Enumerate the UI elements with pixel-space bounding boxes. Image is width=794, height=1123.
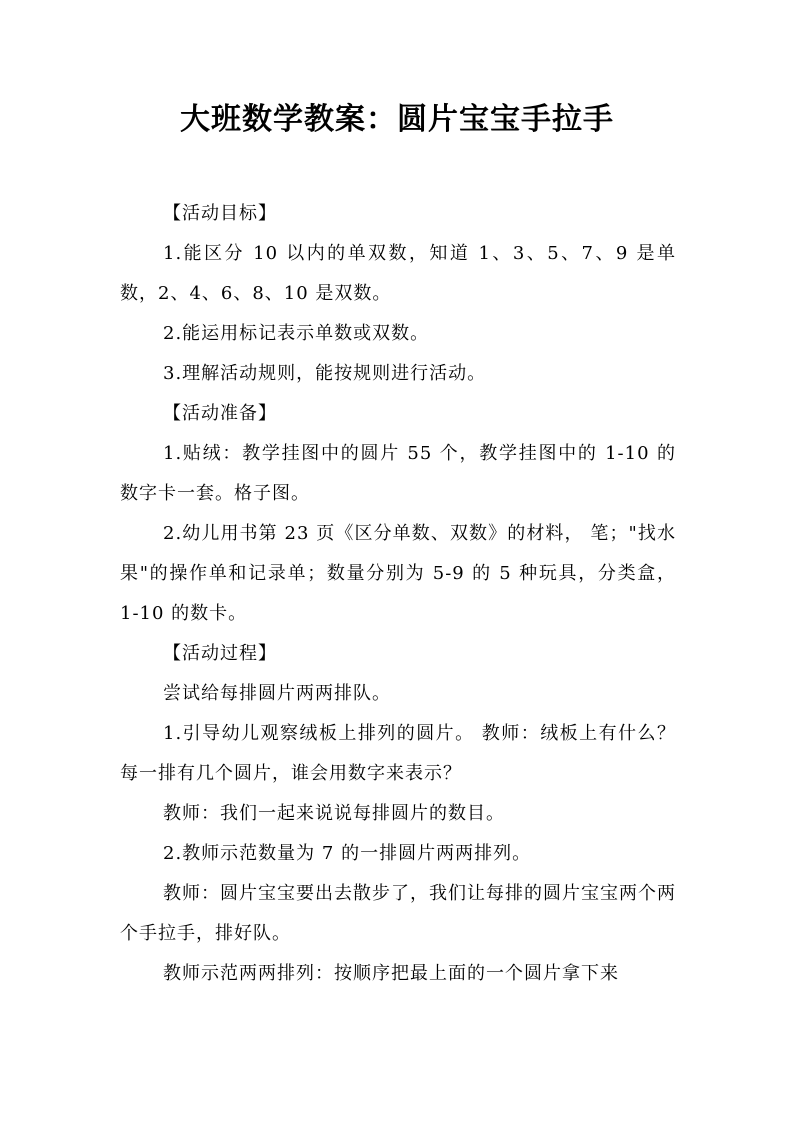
document-body xyxy=(120,194,676,994)
paragraph: 教师示范两两排列：按顺序把最上面的一个圆片拿下来 xyxy=(163,963,619,984)
paragraph: 2.能运用标记表示单数或双数。 xyxy=(163,323,430,344)
paragraph: 3.理解活动规则，能按规则进行活动。 xyxy=(163,363,487,384)
paragraph: 2.教师示范数量为 7 的一排圆片两两排列。 xyxy=(163,843,532,864)
section-heading-process: 【活动过程】 xyxy=(163,643,277,664)
paragraph: 1.贴绒：教学挂图中的圆片 55 个，教学挂图中的 1-10 的数字卡一套。格子图。 xyxy=(120,443,676,504)
paragraph: 教师：我们一起来说说每排圆片的数目。 xyxy=(163,803,505,824)
section-heading-goals: 【活动目标】 xyxy=(163,203,277,224)
document-title: 大班数学教案：圆片宝宝手拉手 xyxy=(180,102,614,137)
paragraph: 2.幼儿用书第 23 页《区分单数、双数》的材料， 笔；"找水果"的操作单和记录单；数量分别为 5-9 的 5 种玩具，分类盒，1-10 的数卡。 xyxy=(120,523,676,624)
paragraph: 1.引导幼儿观察绒板上排列的圆片。 教师：绒板上有什么？每一排有几个圆片，谁会用数字来表示？ xyxy=(120,723,676,784)
paragraph: 教师：圆片宝宝要出去散步了，我们让每排的圆片宝宝两个两个手拉手，排好队。 xyxy=(120,883,676,944)
section-heading-preparation: 【活动准备】 xyxy=(163,403,277,424)
paragraph: 1.能区分 10 以内的单双数，知道 1、3、5、7、9 是单数，2、4、6、8、10 是双数。 xyxy=(120,243,676,304)
paragraph: 尝试给每排圆片两两排队。 xyxy=(163,683,391,704)
